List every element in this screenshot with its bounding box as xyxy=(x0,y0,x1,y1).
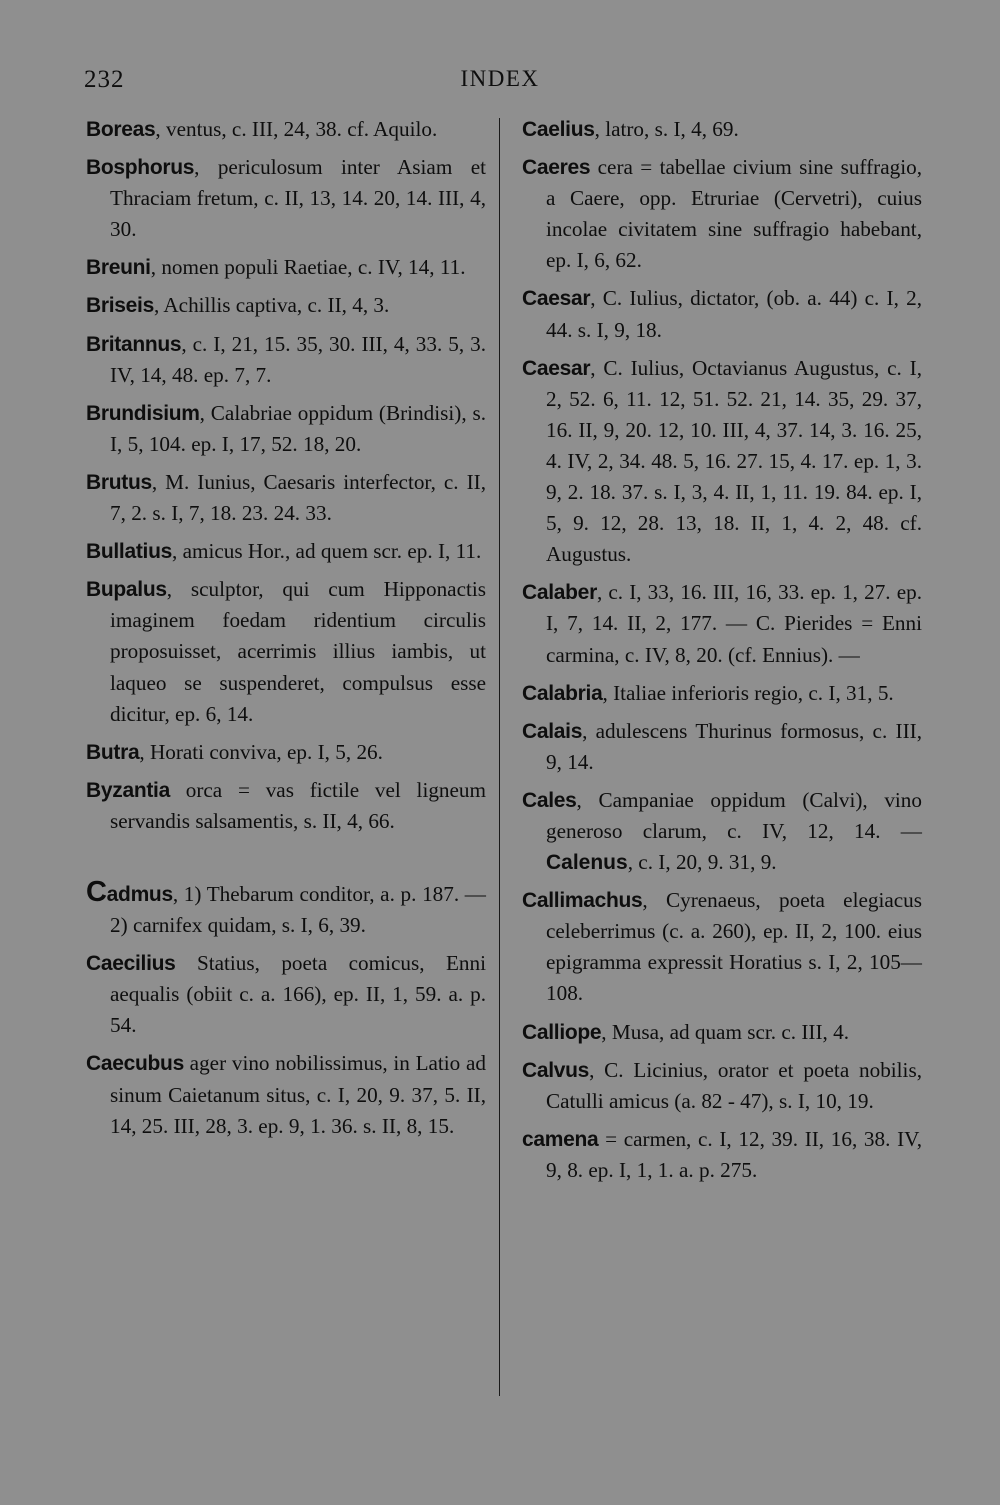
headword: admus xyxy=(106,882,173,906)
headword: Calabria xyxy=(522,681,603,705)
headword: camena xyxy=(522,1127,599,1151)
entry-text: , c. I, 20, 9. 31, 9. xyxy=(627,850,777,875)
entry-text: , C. Iulius, Octavianus Augustus, c. I, 2, 52. 6, 11. 12, 51. 52. 21, 14. 35, 29. 37, 16. II, 9, 20. 12, 10. III, 4, 37. 14, 3. 16. 25, 4. IV, 2, 34. 48. 5, 16. 27. 15, 4. 17. ep. 1, 3. 9, 2. 18. 37. s. I, 3, 4. II, 1, 11. 19. 84. ep. I, 5, 9. 12, 28. 13, 18. II, 1, 4. 2, 48. cf. Augustus. xyxy=(546,355,922,567)
headword: Bosphorus xyxy=(86,156,195,180)
headword: Brundisium xyxy=(86,401,200,425)
right-column xyxy=(522,114,922,1193)
section-initial: C xyxy=(86,875,107,908)
entry-text: Statius, poeta comicus, Enni aequalis (obiit c. a. 166), ep. II, 1, 59. a. p. 54. xyxy=(110,951,486,1038)
inline-headword: Calenus xyxy=(546,851,628,875)
headword: Calliope xyxy=(522,1020,602,1044)
entry-text: , periculosum inter Asiam et Thraciam fretum, c. II, 13, 14. 20, 14. III, 4, 30. xyxy=(110,155,486,242)
index-entry-brundisium xyxy=(86,398,486,460)
headword: Bullatius xyxy=(86,540,172,564)
entry-text: , C. Licinius, orator et poeta nobilis, Catulli amicus (a. 82 - 47), s. I, 10, 19. xyxy=(546,1057,922,1113)
index-entry-caecilius xyxy=(86,948,486,1041)
entry-text: ager vino nobilissimus, in Latio ad sinum Caietanum situs, c. I, 20, 9. 37, 5. II, 14, 25. III, 28, 3. ep. 9, 1. 36. s. II, 8, 15. xyxy=(110,1051,486,1138)
headword: Brutus xyxy=(86,470,152,494)
entry-text: , sculptor, qui cum Hipponactis imaginem foedam ridentium circulis proposuisset, acerrimis illius iambis, ut laqueo se suspenderet, compulsus esse dicitur, ep. 6, 14. xyxy=(110,577,486,726)
index-entry-calabria xyxy=(522,678,922,709)
headword: Caecilius xyxy=(86,952,176,976)
entry-text: = carmen, c. I, 12, 39. II, 16, 38. IV, 9, 8. ep. I, 1, 1. a. p. 275. xyxy=(546,1126,922,1182)
index-entry-brutus xyxy=(86,467,486,529)
headword: Byzantia xyxy=(86,778,170,802)
entry-text: , Musa, ad quam scr. c. III, 4. xyxy=(601,1019,850,1044)
headword: Calaber xyxy=(522,581,597,605)
headword: Caesar xyxy=(522,287,591,311)
headword: Boreas xyxy=(86,118,156,141)
entry-text: orca = vas fictile vel ligneum servandis salsamentis, s. II, 4, 66. xyxy=(110,777,486,833)
entry-text: cera = tabellae civium sine suffragio, a Caere, opp. Etruriae (Cervetri), cuius incolae civitatem sine suffragio habebant, ep. I, 6, 62. xyxy=(546,155,922,273)
index-entry-caesar-augustus xyxy=(522,353,922,571)
index-entry-bupalus xyxy=(86,574,486,729)
index-entry-cadmus xyxy=(86,877,486,941)
index-entry-caesar-dictator xyxy=(522,283,922,345)
entry-text: , latro, s. I, 4, 69. xyxy=(594,117,739,141)
entry-text: , adulescens Thurinus formosus, c. III, 9, 14. xyxy=(546,718,922,774)
headword: Bupalus xyxy=(86,578,167,602)
entry-text: , Campaniae oppidum (Calvi), vino generoso clarum, c. IV, 12, 14. — xyxy=(546,787,922,843)
headword: Britannus xyxy=(86,332,182,356)
entry-text: , 1) Thebarum conditor, a. p. 187. — 2) carnifex quidam, s. I, 6, 39. xyxy=(110,881,486,938)
entry-text: , M. Iunius, Caesaris interfector, c. II, 7, 2. s. I, 7, 18. 23. 24. 33. xyxy=(110,469,486,526)
entry-text: , Cyrenaeus, poeta elegiacus celeberrimus (c. a. 260), ep. II, 2, 100. eius epigramma expressit Horatius s. I, 2, 105—108. xyxy=(546,888,922,1006)
index-entry-calais xyxy=(522,716,922,778)
headword: Calvus xyxy=(522,1058,590,1082)
entry-text: , Calabriae oppidum (Brindisi), s. I, 5, 104. ep. I, 17, 52. 18, 20. xyxy=(110,400,486,456)
index-entry-bosphorus xyxy=(86,152,486,245)
index-entry-calvus xyxy=(522,1055,922,1117)
index-entry-cales xyxy=(522,785,922,878)
entry-text: , c. I, 21, 15. 35, 30. III, 4, 33. 5, 3. IV, 14, 48. ep. 7, 7. xyxy=(110,331,486,387)
entry-text: , Italiae inferioris regio, c. I, 31, 5. xyxy=(602,680,894,705)
index-entry-briseis xyxy=(86,290,486,321)
headword: Breuni xyxy=(86,256,151,280)
headword: Briseis xyxy=(86,294,154,318)
index-entry-caelius xyxy=(522,114,922,145)
index-entry-calliope xyxy=(522,1017,922,1048)
index-entry-byzantia xyxy=(86,775,486,837)
index-entry-boreas xyxy=(86,114,486,145)
page-number: 232 xyxy=(84,66,125,93)
index-entry-breuni xyxy=(86,252,486,283)
index-entry-butra xyxy=(86,737,486,768)
index-entry-calaber xyxy=(522,577,922,670)
entry-text: , Achillis captiva, c. II, 4, 3. xyxy=(153,293,390,318)
index-entry-callimachus xyxy=(522,885,922,1009)
headword: Caelius xyxy=(522,118,595,141)
headword: Calais xyxy=(522,719,583,743)
index-entry-bullatius xyxy=(86,536,486,567)
headword: Cales xyxy=(522,788,577,812)
headword: Caesar xyxy=(522,356,591,380)
entry-text: , ventus, c. III, 24, 38. cf. Aquilo. xyxy=(155,117,438,141)
entry-text: , C. Iulius, dictator, (ob. a. 44) c. I, 2, 44. s. I, 9, 18. xyxy=(546,286,922,342)
running-head: INDEX xyxy=(460,66,540,91)
entry-text: , nomen populi Raetiae, c. IV, 14, 11. xyxy=(150,255,466,280)
left-column xyxy=(86,114,486,1149)
headword: Caecubus xyxy=(86,1052,184,1076)
column-divider xyxy=(499,118,500,1396)
headword: Caeres xyxy=(522,156,591,180)
entry-text: , Horati conviva, ep. I, 5, 26. xyxy=(139,739,383,764)
index-entry-caecubus xyxy=(86,1048,486,1141)
headword: Butra xyxy=(86,740,140,764)
headword: Callimachus xyxy=(522,889,643,913)
index-entry-camena xyxy=(522,1124,922,1186)
index-entry-caeres xyxy=(522,152,922,276)
entry-text: , amicus Hor., ad quem scr. ep. I, 11. xyxy=(171,539,482,564)
index-entry-britannus xyxy=(86,329,486,391)
entry-text: , c. I, 33, 16. III, 16, 33. ep. 1, 27. ep. I, 7, 14. II, 2, 177. — C. Pierides = Enni carmina, c. IV, 8, 20. (cf. Ennius). — xyxy=(546,580,922,667)
